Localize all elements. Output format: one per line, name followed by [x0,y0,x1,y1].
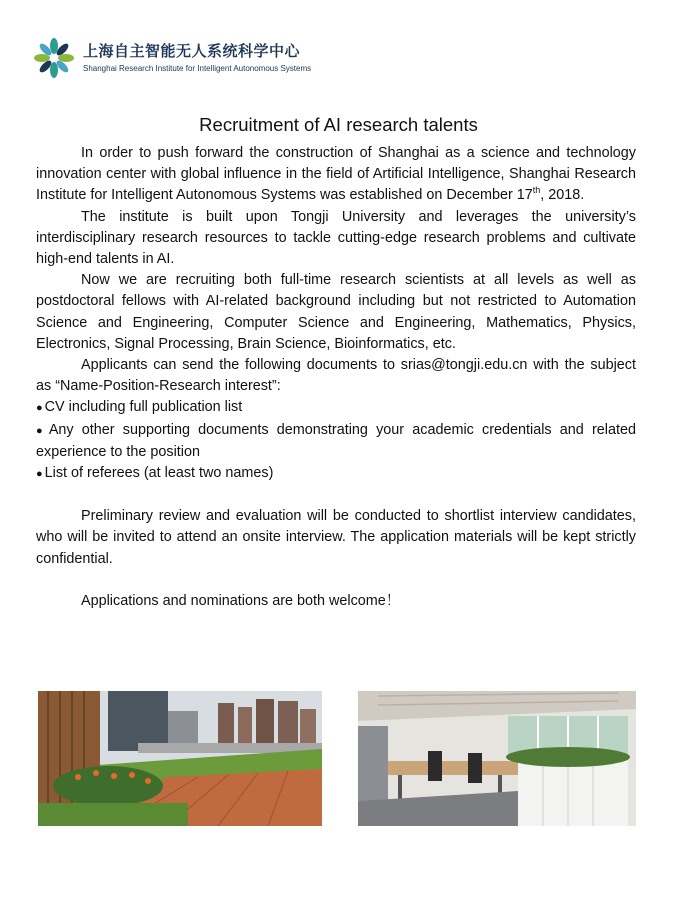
office-interior-photo [358,691,636,826]
org-name-cn: 上海自主智能无人系统科学中心 [83,42,301,60]
date-ordinal-sup: th [532,185,541,196]
bullet-icon: ● [36,402,43,415]
header [33,36,311,80]
bullet-icon: ● [36,468,43,481]
rooftop-garden-photo [38,691,322,826]
paragraph-intro-text: In order to push forward the construction of Shanghai as a science and technology innovation center with global influence in the field of Artificial Intelligence, Shanghai Research Institute for Intelligent Autonomous Systems was established on December 17 [36,145,636,204]
paragraph-intro-end: , 2018. [540,187,585,204]
bullet-cv [36,397,636,419]
document-body [36,143,636,612]
org-name-block [83,43,311,74]
paragraph-application: Applicants can send the following documents to srias@tongji.edu.cn with the subject as “Name-Position-Research interest”: [36,357,636,395]
paragraph-review: Preliminary review and evaluation will be conducted to shortlist interview candidates, who will be invited to attend an onsite interview. The application materials will be kept strictly confidential. [36,508,636,567]
paragraph-welcome: Applications and nominations are both welcome！ [81,592,401,609]
paragraph-intro [36,143,636,207]
bullet-referees [36,463,636,485]
bullet-supporting-docs-text: Any other supporting documents demonstrating your academic credentials and related experience to the position [36,421,636,460]
org-name-en: Shanghai Research Institute for Intelligent Autonomous Systems [83,63,312,73]
spacer [36,570,636,591]
institute-logo-icon [33,37,75,79]
paragraph-recruiting: Now we are recruiting both full-time research scientists at all levels as well as postdoctoral fellows with AI-related background including but not restricted to Automation Science and Engineering, Computer Science and Engineering, Mathematics, Physics, Electronics, Signal Processing, Brain Science, Bioinformatics, etc. [36,272,636,352]
page-title: Recruitment of AI research talents [199,114,478,135]
bullet-icon: ● [36,424,47,437]
bullet-supporting-docs [36,420,636,463]
bullet-referees-text: List of referees (at least two names) [44,465,274,482]
bullet-cv-text: CV including full publication list [44,399,243,416]
spacer [36,485,636,506]
paragraph-institute: The institute is built upon Tongji University and leverages the university’s interdisciplinary research resources to tackle cutting-edge research problems and cultivate high-end talents in AI. [36,208,636,268]
